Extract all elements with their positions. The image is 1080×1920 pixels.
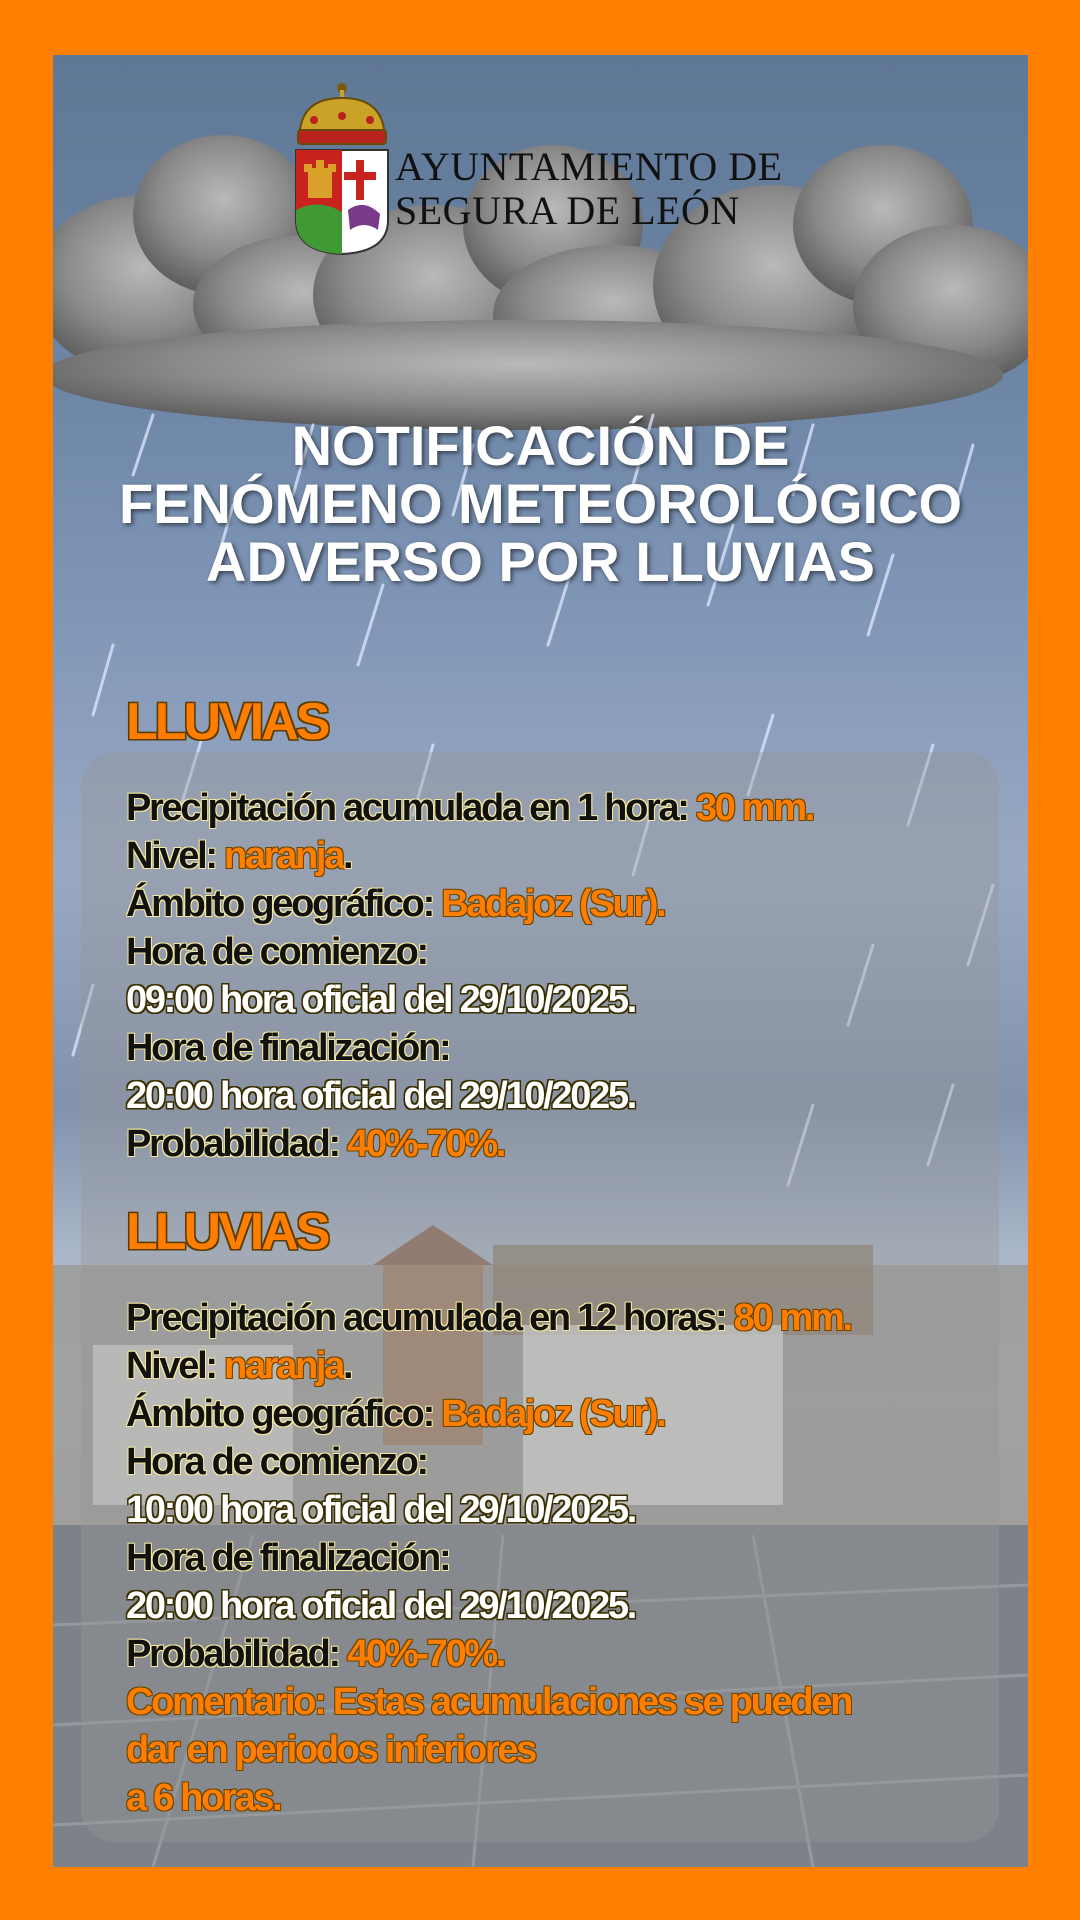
start-value: 10:00 hora oficial del 29/10/2025. <box>126 1489 636 1531</box>
probability-row: Probabilidad: 40%-70%. <box>126 1633 505 1675</box>
start-value: 09:00 hora oficial del 29/10/2025. <box>126 979 636 1021</box>
org-line-1: AYUNTAMIENTO DE <box>395 144 783 189</box>
start-label: Hora de comienzo: <box>126 1441 427 1483</box>
area-row: Ámbito geográfico: Badajoz (Sur). <box>126 883 665 925</box>
level-row: Nivel: naranja. <box>126 835 352 877</box>
alert-heading: LLUVIAS <box>126 693 328 751</box>
probability-value: 40%-70%. <box>347 1123 505 1165</box>
end-label: Hora de finalización: <box>126 1027 450 1069</box>
comment-line-2: dar en periodos inferiores <box>126 1729 535 1771</box>
precipitation-row: Precipitación acumulada en 12 horas: 80 mm. <box>126 1297 851 1339</box>
alert-heading: LLUVIAS <box>126 1203 328 1261</box>
title-line-3: ADVERSO POR LLUVIAS <box>206 530 875 593</box>
title-line-2: FENÓMENO METEOROLÓGICO <box>118 472 963 535</box>
area-value: Badajoz (Sur). <box>441 883 665 925</box>
coat-of-arms-icon <box>294 80 390 255</box>
page-title <box>53 414 1028 593</box>
level-value: naranja <box>223 835 344 877</box>
start-label: Hora de comienzo: <box>126 931 427 973</box>
end-label: Hora de finalización: <box>126 1537 450 1579</box>
level-value: naranja <box>223 1345 344 1387</box>
org-line-2: SEGURA DE LEÓN <box>395 188 740 233</box>
precipitation-row: Precipitación acumulada en 1 hora: 30 mm. <box>126 787 814 829</box>
probability-value: 40%-70%. <box>347 1633 505 1675</box>
alert-block-2 <box>126 1202 851 1822</box>
area-row: Ámbito geográfico: Badajoz (Sur). <box>126 1393 665 1435</box>
end-value: 20:00 hora oficial del 29/10/2025. <box>126 1075 636 1117</box>
precipitation-value: 80 mm. <box>733 1297 851 1339</box>
level-row: Nivel: naranja. <box>126 1345 352 1387</box>
precipitation-value: 30 mm. <box>695 787 814 829</box>
comment-line-1: Comentario: Estas acumulaciones se pueden <box>126 1681 852 1723</box>
end-value: 20:00 hora oficial del 29/10/2025. <box>126 1585 636 1627</box>
alert-block-1 <box>126 692 813 1168</box>
poster-frame <box>53 55 1028 1867</box>
probability-row: Probabilidad: 40%-70%. <box>126 1123 505 1165</box>
area-value: Badajoz (Sur). <box>441 1393 665 1435</box>
title-line-1: NOTIFICACIÓN DE <box>291 414 790 477</box>
comment-line-3: a 6 horas. <box>126 1777 281 1819</box>
municipality-name <box>395 145 783 233</box>
